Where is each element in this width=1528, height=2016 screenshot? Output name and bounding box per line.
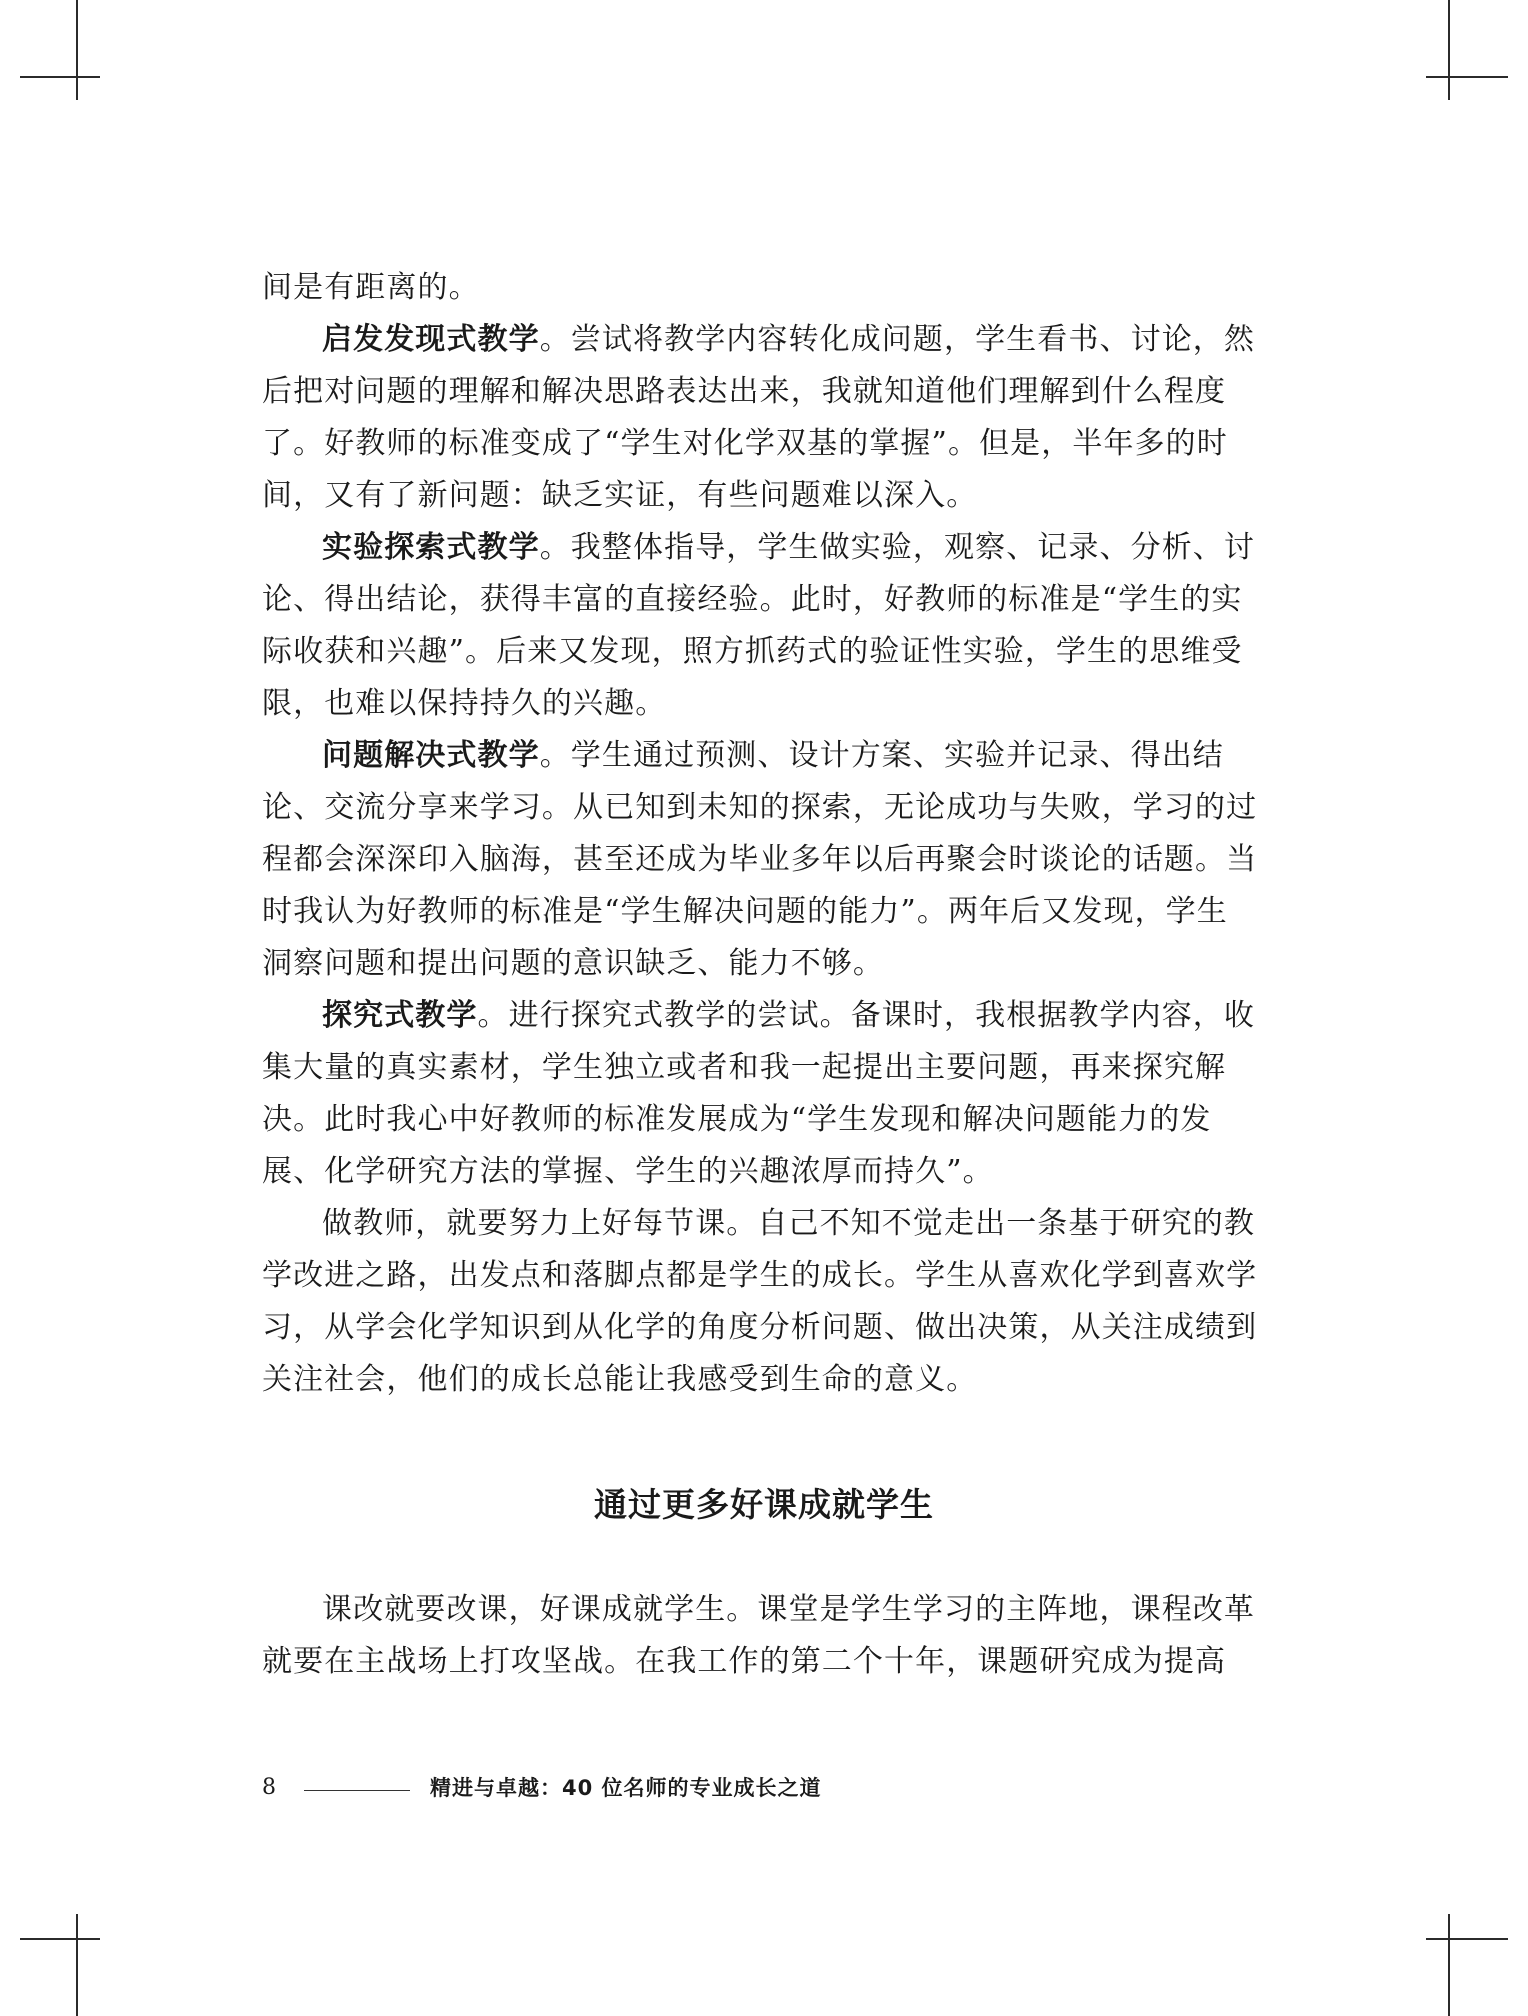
line-text: 学改进之路，出发点和落脚点都是学生的成长。学生从喜欢化学到喜欢学	[262, 1258, 1258, 1293]
line-text: 程都会深深印入脑海，甚至还成为毕业多年以后再聚会时谈论的话题。当	[262, 842, 1258, 877]
paragraph-heading: 实验探索式教学	[322, 530, 540, 565]
line-text: 课改就要改课，好课成就学生。课堂是学生学习的主阵地，课程改革	[322, 1592, 1255, 1627]
line-text: 决。此时我心中好教师的标准发展成为“学生发现和解决问题能力的发	[262, 1102, 1212, 1137]
text-line	[262, 1302, 1258, 1354]
page-footer	[262, 1770, 822, 1804]
section-title: 通过更多好课成就学生	[594, 1485, 934, 1524]
text-line	[262, 678, 1204, 730]
text-line	[262, 1042, 1227, 1094]
text-line	[262, 366, 1227, 418]
line-text: 。学生通过预测、设计方案、实验并记录、得出结	[539, 738, 1224, 773]
text-line	[262, 782, 1258, 834]
text-line	[262, 522, 1256, 574]
line-text: 展、化学研究方法的掌握、学生的兴趣浓厚而持久”。	[262, 1154, 994, 1189]
text-line	[262, 1584, 1255, 1636]
line-text: 做教师，就要努力上好每节课。自己不知不觉走出一条基于研究的教	[322, 1206, 1255, 1241]
line-text: 。尝试将教学内容转化成问题，学生看书、讨论，然	[539, 322, 1256, 357]
line-text: 时我认为好教师的标准是“学生解决问题的能力”。两年后又发现，学生	[262, 894, 1228, 929]
line-text: 关注社会，他们的成长总能让我感受到生命的意义。	[262, 1362, 978, 1397]
line-text: 习，从学会化学知识到从化学的角度分析问题、做出决策，从关注成绩到	[262, 1310, 1258, 1345]
text-line	[262, 730, 1224, 782]
book-title: 精进与卓越：40 位名师的专业成长之道	[430, 1776, 822, 1800]
page-number: 8	[262, 1774, 276, 1800]
text-line	[262, 1636, 1227, 1688]
text-line	[262, 990, 1255, 1042]
paragraph-heading: 启发发现式教学	[322, 322, 540, 357]
line-text: 间是有距离的。	[262, 270, 480, 305]
paragraph-heading: 问题解决式教学	[322, 738, 540, 773]
line-text: 集大量的真实素材，学生独立或者和我一起提出主要问题，再来探究解	[262, 1050, 1227, 1085]
line-text: 了。好教师的标准变成了“学生对化学双基的掌握”。但是，半年多的时	[262, 426, 1228, 461]
line-text: 后把对问题的理解和解决思路表达出来，我就知道他们理解到什么程度	[262, 374, 1227, 409]
text-line	[262, 1146, 1204, 1198]
text-line	[262, 834, 1258, 886]
body-text-upper	[262, 262, 1258, 1406]
footer-rule	[304, 1790, 410, 1791]
text-line	[262, 1354, 1204, 1406]
text-line	[262, 1198, 1255, 1250]
line-text: 间，又有了新问题：缺乏实证，有些问题难以深入。	[262, 478, 978, 513]
line-text: 洞察问题和提出问题的意识缺乏、能力不够。	[262, 946, 884, 981]
line-text: 。我整体指导，学生做实验，观察、记录、分析、讨	[539, 530, 1256, 565]
line-text: 论、交流分享来学习。从已知到未知的探索，无论成功与失败，学习的过	[262, 790, 1258, 825]
text-line	[262, 626, 1243, 678]
text-line	[262, 574, 1243, 626]
text-line	[262, 470, 1204, 522]
line-text: 。进行探究式教学的尝试。备课时，我根据教学内容，收	[477, 998, 1255, 1033]
line-text: 就要在主战场上打攻坚战。在我工作的第二个十年，课题研究成为提高	[262, 1644, 1227, 1679]
line-text: 际收获和兴趣”。后来又发现，照方抓药式的验证性实验，学生的思维受	[262, 634, 1243, 669]
text-line	[262, 418, 1228, 470]
line-text: 论、得出结论，获得丰富的直接经验。此时，好教师的标准是“学生的实	[262, 582, 1243, 617]
text-line	[262, 262, 1204, 314]
text-line	[262, 1250, 1258, 1302]
text-line	[262, 938, 1204, 990]
line-text: 限，也难以保持持久的兴趣。	[262, 686, 667, 721]
text-line	[262, 886, 1228, 938]
text-line	[262, 1094, 1212, 1146]
text-line	[262, 314, 1256, 366]
body-text-lower	[262, 1584, 1255, 1688]
paragraph-heading: 探究式教学	[322, 998, 478, 1033]
